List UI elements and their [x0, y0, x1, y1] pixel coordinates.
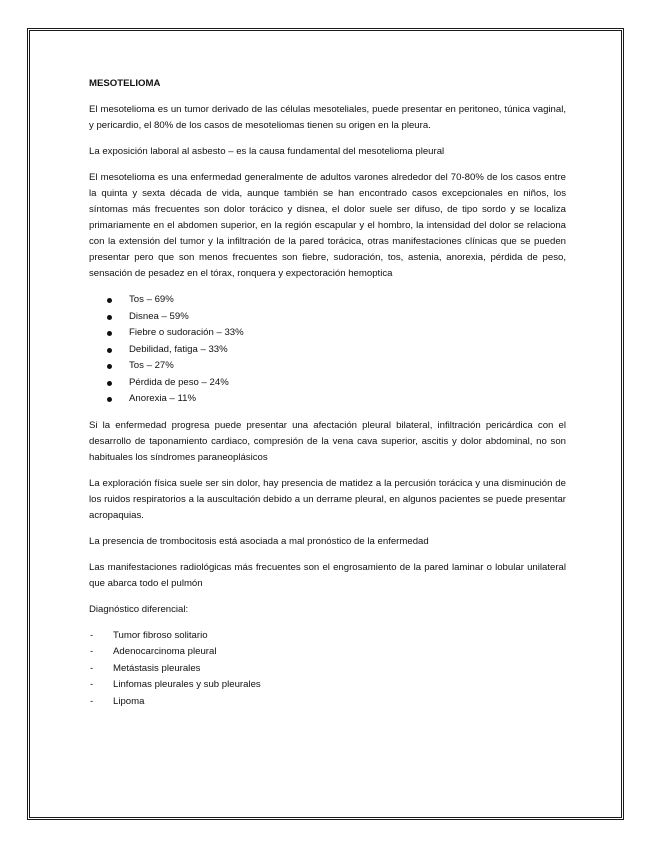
paragraph-progression: Si la enfermedad progresa puede presentar una afectación pleural bilateral, infiltración pericárdica con el desarrollo de taponamiento cardiaco, compresión de la vena cava superior, ascitis y dolor abdominal, no son habituales los síndromes paraneoplásicos — [89, 419, 566, 463]
list-item: Tos – 27% — [107, 358, 566, 375]
bullet-icon — [107, 298, 112, 303]
bullet-icon — [107, 348, 112, 353]
list-item: Anorexia – 11% — [107, 391, 566, 408]
paragraph-radiology: Las manifestaciones radiológicas más frecuentes son el engrosamiento de la pared laminar o lobular unilateral que abarca todo el pulmón — [89, 561, 566, 589]
bullet-icon — [107, 315, 112, 320]
list-item: Fiebre o sudoración – 33% — [107, 325, 566, 342]
paragraph-intro: El mesotelioma es un tumor derivado de las células mesoteliales, puede presentar en peritoneo, túnica vaginal, y pericardio, el 80% de los casos de mesoteliomas tienen su origen en la pleura. — [89, 104, 566, 131]
list-item: Debilidad, fatiga – 33% — [107, 342, 566, 359]
list-item: - Metástasis pleurales — [90, 662, 201, 674]
bullet-icon — [107, 381, 112, 386]
list-item: Pérdida de peso – 24% — [107, 375, 566, 392]
paragraph-exam: La exploración física suele ser sin dolor, hay presencia de matidez a la percusión torácica y una disminución de los ruidos respiratorios a la auscultación debido a un derrame pleural, en algunos pacientes se puede presentar acropaquias. — [89, 477, 566, 521]
symptom-list — [89, 292, 566, 408]
list-item: - Lipoma — [90, 695, 145, 707]
document-title: MESOTELIOMA — [89, 78, 161, 89]
paragraph-thrombocytosis: La presencia de trombocitosis está asociada a mal pronóstico de la enfermedad — [89, 535, 429, 547]
bullet-icon — [107, 331, 112, 336]
differential-list — [89, 628, 566, 711]
list-item: - Adenocarcinoma pleural — [90, 646, 217, 657]
bullet-icon — [107, 397, 112, 402]
list-item: - Linfomas pleurales y sub pleurales — [90, 679, 261, 690]
paragraph-clinical: El mesotelioma es una enfermedad generalmente de adultos varones alrededor del 70-80% de los casos entre la quinta y sexta década de vida, aunque también se han encontrado casos excepcionales en niños, los síntomas más frecuentes son dolor torácico y disnea, el dolor suele ser difuso, de tipo sordo y se localiza primariamente en el abdomen superior, en la región escapular y el hombro, la intensidad del dolor se relaciona con la extensión del tumor y la infiltración de la pared torácica, otras manifestaciones clínicas que se pueden presentar pero que son menos frecuentes son fiebre, sudoración, tos, astenia, anorexia, pérdida de peso, sensación de pesadez en el tórax, ronquera y expectoración hemoptica — [89, 172, 566, 279]
paragraph-asbestos: La exposición laboral al asbesto – es la causa fundamental del mesotelioma pleural — [89, 146, 445, 157]
list-item: Disnea – 59% — [107, 309, 566, 326]
differential-heading: Diagnóstico diferencial: — [89, 603, 189, 615]
list-item: Tos – 69% — [107, 292, 566, 309]
bullet-icon — [107, 364, 112, 369]
document-body — [89, 76, 566, 710]
list-item: - Tumor fibroso solitario — [90, 629, 208, 641]
